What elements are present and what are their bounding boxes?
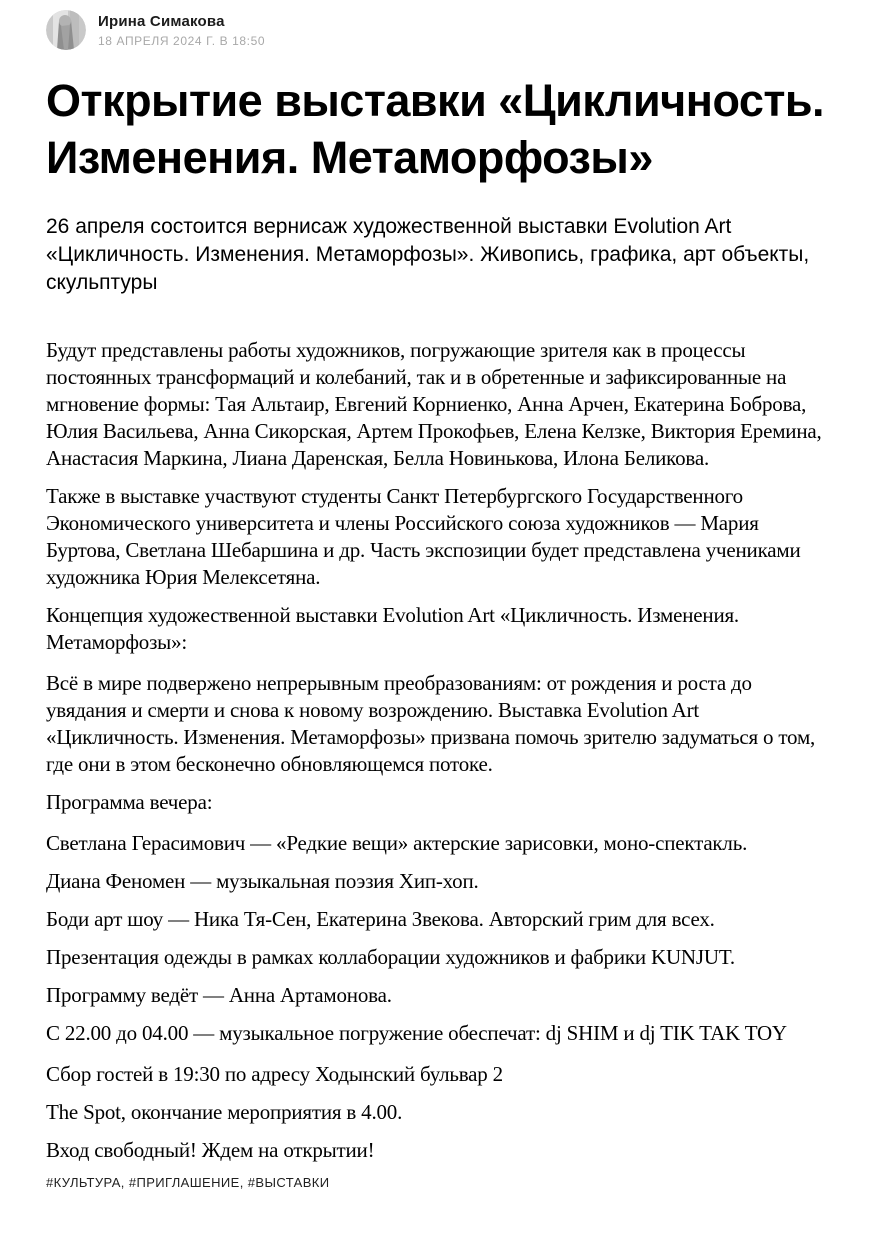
post-paragraph: Концепция художественной выставки Evolution Art «Цикличность. Изменения. Метаморфозы»:	[46, 603, 739, 654]
avatar[interactable]	[46, 10, 86, 50]
post-paragraph: С 22.00 до 04.00 — музыкальное погружение обеспечат: dj SHIM и dj TIK TAK TOY	[46, 1021, 787, 1045]
post-paragraph: Презентация одежды в рамках коллаборации художников и фабрики KUNJUT.	[46, 945, 735, 969]
post-paragraph: Также в выставке участвуют студенты Санкт Петербургского Государственного Экономического университета и члены Российского союза художников — Мария Буртова, Светлана Шебаршина и др. Часть экспозиции будет представлена учениками художника Юрия Мелексетяна.	[46, 484, 801, 589]
post-paragraph: Сбор гостей в 19:30 по адресу Ходынский бульвар 2	[46, 1062, 503, 1086]
post-paragraph: Программа вечера:	[46, 790, 213, 814]
avatar-photo	[46, 10, 86, 50]
post-title: Открытие выставки «Цикличность. Изменения. Метаморфозы»	[46, 75, 825, 183]
post-paragraph: Будут представлены работы художников, погружающие зрителя как в процессы постоянных трансформаций и колебаний, так и в обретенные и зафиксированные на мгновение формы: Тая Альтаир, Евгений Корниенко, Анна Арчен, Екатерина Боброва, Юлия Васильева, Анна Сикорская, Артем Прокофьев, Елена Келзке, Виктория Еремина, Анастасия Маркина, Лиана Даренская, Белла Новинькова, Илона Беликова.	[46, 338, 822, 470]
post-paragraph: Диана Феномен — музыкальная поэзия Хип-хоп.	[46, 869, 479, 893]
post-paragraph: Вход свободный! Ждем на открытии!	[46, 1138, 375, 1162]
post-header	[46, 10, 836, 50]
author-meta	[98, 12, 265, 49]
hashtags[interactable]: #КУЛЬТУРА, #ПРИГЛАШЕНИЕ, #ВЫСТАВКИ	[46, 1175, 330, 1190]
author-name[interactable]: Ирина Симакова	[98, 12, 225, 30]
post-paragraph: Светлана Герасимович — «Редкие вещи» актерские зарисовки, моно-спектакль.	[46, 831, 748, 855]
post-date: 18 АПРЕЛЯ 2024 Г. В 18:50	[98, 33, 266, 48]
post-paragraph: Боди арт шоу — Ника Тя-Сен, Екатерина Звекова. Авторский грим для всех.	[46, 907, 715, 931]
post-body	[46, 337, 836, 1164]
post-paragraph: The Spot, окончание мероприятия в 4.00.	[46, 1100, 403, 1124]
post-lead: 26 апреля состоится вернисаж художественной выставки Evolution Art «Цикличность. Изменения. Метаморфозы». Живопись, графика, арт объекты, скульптуры	[46, 215, 810, 294]
post-paragraph: Программу ведёт — Анна Артамонова.	[46, 983, 392, 1007]
post-paragraph: Всё в мире подвержено непрерывным преобразованиям: от рождения и роста до увядания и смерти и снова к новому возрождению. Выставка Evolution Art «Цикличность. Изменения. Метаморфозы» призвана помочь зрителю задуматься о том, где они в этом бесконечно обновляющемся потоке.	[46, 671, 816, 776]
